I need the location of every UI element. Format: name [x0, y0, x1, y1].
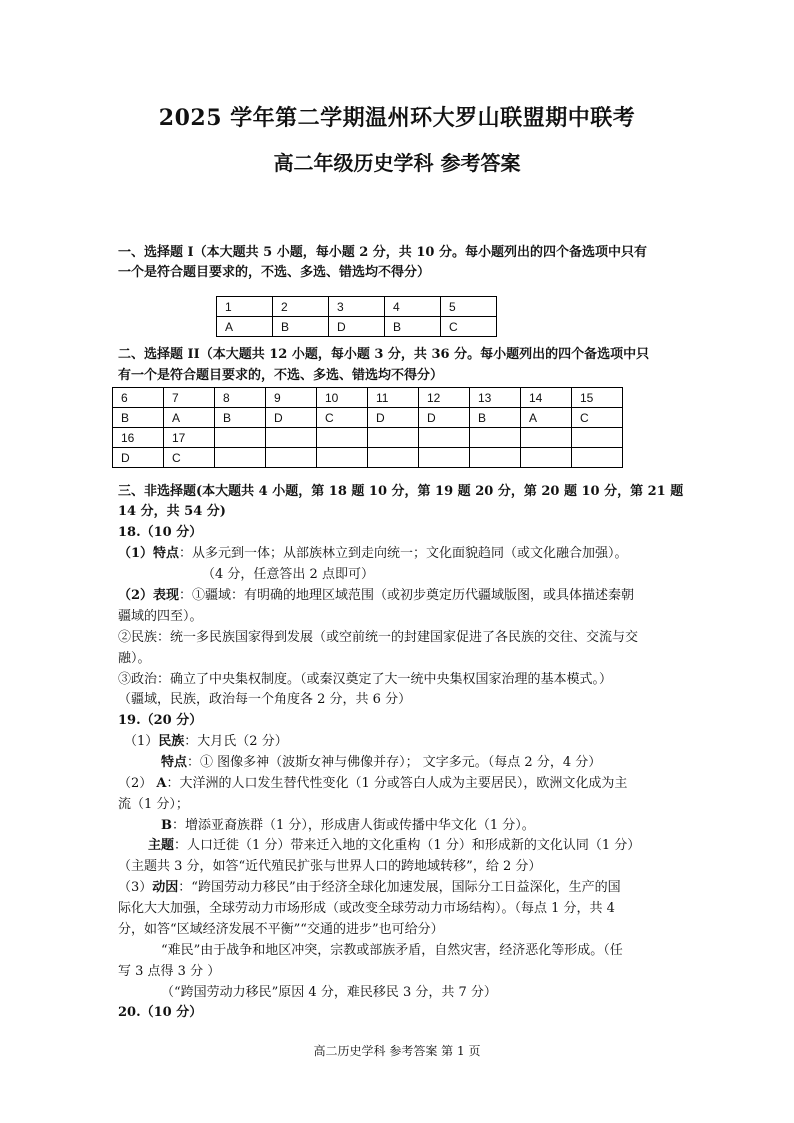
- page-subtitle: 高二年级历史学科 参考答案: [273, 151, 521, 175]
- table-cell: 14: [521, 388, 572, 408]
- q18-part1: [118, 544, 628, 564]
- table-cell: B: [273, 317, 329, 337]
- table-cell: D: [329, 317, 385, 337]
- q18-title: 18.（10 分）: [118, 525, 203, 540]
- q18-part2-label: （2）表现: [118, 588, 180, 603]
- section1-heading-line1: 一、选择题 I（本大题共 5 小题，每小题 2 分，共 10 分。每小题列出的四个备选项中只有: [118, 245, 647, 260]
- answer-table-1: [216, 296, 497, 337]
- table-cell: 10: [317, 388, 368, 408]
- q18-part2-line2: 疆域的四至）。: [118, 609, 203, 624]
- table-cell: B: [113, 408, 164, 428]
- q19-part1-text: ：大月氏（2 分）: [184, 734, 288, 749]
- q18-part2-line4: 融）。: [118, 651, 151, 666]
- table-cell: [470, 428, 521, 448]
- table-cell: [317, 428, 368, 448]
- q20-title: 20.（10 分）: [118, 1005, 203, 1020]
- q19-theme-text: ：人口迁徙（1 分）带来迁入地的文化重构（1 分）和形成新的文化认同（1 分）: [174, 838, 641, 853]
- page-title: 2025 学年第二学期温州环大罗山联盟期中联考: [158, 105, 636, 131]
- q18-part2-text: ：①疆域：有明确的地理区域范围（或初步奠定历代疆域版图，或具体描述秦朝: [179, 588, 635, 603]
- table-cell: [572, 448, 623, 468]
- table-cell: A: [217, 317, 273, 337]
- table-cell: [521, 448, 572, 468]
- table-cell: [215, 428, 266, 448]
- q19-part3-note: （“跨国劳动力移民”原因 4 分，难民移民 3 分，共 7 分）: [161, 985, 497, 1000]
- table-cell: [368, 448, 419, 468]
- table-cell: D: [368, 408, 419, 428]
- table-cell: 2: [273, 297, 329, 317]
- q19-part2a-label: A: [156, 776, 167, 791]
- table-cell: 6: [113, 388, 164, 408]
- section3-heading-line2: 14 分，共 54 分): [118, 504, 226, 519]
- table-cell: C: [164, 448, 215, 468]
- table-cell: [572, 428, 623, 448]
- table-cell: [419, 448, 470, 468]
- table-cell: [470, 448, 521, 468]
- table-cell: 5: [441, 297, 497, 317]
- table-cell: [215, 448, 266, 468]
- q19-feature: [161, 753, 601, 773]
- table-cell: [521, 428, 572, 448]
- table-cell: D: [419, 408, 470, 428]
- table-cell: 16: [113, 428, 164, 448]
- q19-part1: [124, 732, 288, 752]
- table-cell: 1: [217, 297, 273, 317]
- table-cell: 4: [385, 297, 441, 317]
- table-cell: [419, 428, 470, 448]
- q19-part1-label: 民族: [158, 734, 185, 749]
- q19-part2a: [118, 774, 627, 794]
- q19-feature-text: ：① 图像多神（波斯女神与佛像并存）； 文字多元。（每点 2 分，4 分）: [187, 755, 602, 770]
- table-cell: [368, 428, 419, 448]
- page-footer: 高二历史学科 参考答案 第 1 页: [313, 1044, 481, 1058]
- table-cell: 15: [572, 388, 623, 408]
- q19-part3-line4: “难民”由于战争和地区冲突，宗教或部族矛盾，自然灾害，经济恶化等形成。（任: [161, 943, 623, 958]
- table-row: [217, 317, 497, 337]
- table-cell: A: [164, 408, 215, 428]
- q18-part2-note: （疆域，民族，政治每一个角度各 2 分，共 6 分）: [118, 692, 412, 707]
- answer-table-2: [112, 387, 623, 468]
- table-cell: B: [215, 408, 266, 428]
- table-cell: 12: [419, 388, 470, 408]
- table-cell: [266, 428, 317, 448]
- table-cell: 9: [266, 388, 317, 408]
- section2-heading-line1: 二、选择题 II（本大题共 12 小题，每小题 3 分，共 36 分。每小题列出的四个备选项中只: [118, 347, 650, 362]
- q19-part2a-line2: 流（1 分）；: [118, 797, 189, 812]
- q19-part2b: [161, 816, 535, 836]
- q19-feature-label: 特点: [161, 755, 188, 770]
- q19-part3-text: ：“跨国劳动力移民”由于经济全球化加速发展，国际分工日益深化，生产的国: [178, 880, 621, 895]
- table-cell: B: [470, 408, 521, 428]
- table-row: [113, 408, 623, 428]
- table-cell: B: [385, 317, 441, 337]
- table-cell: 8: [215, 388, 266, 408]
- table-cell: C: [317, 408, 368, 428]
- q19-part1-prefix: （1）: [124, 734, 159, 749]
- q18-part1-note: （4 分，任意答出 2 点即可）: [202, 567, 374, 582]
- section3-heading-line1: 三、非选择题(本大题共 4 小题，第 18 题 10 分，第 19 题 20 分，第 20 题 10 分，第 21 题: [118, 484, 684, 499]
- q19-part2b-text: ：增添亚裔族群（1 分），形成唐人街或传播中华文化（1 分）。: [172, 818, 535, 833]
- q18-part1-label: （1）特点: [118, 546, 180, 561]
- q19-theme-label: 主题: [148, 838, 175, 853]
- q18-part1-text: ：从多元到一体；从部族林立到走向统一；文化面貌趋同（或文化融合加强）。: [179, 546, 628, 561]
- q19-theme-note: （主题共 3 分，如答“近代殖民扩张与世界人口的跨地域转移”，给 2 分）: [118, 859, 542, 874]
- table-cell: D: [113, 448, 164, 468]
- table-row: [113, 428, 623, 448]
- table-cell: [317, 448, 368, 468]
- q19-part2a-text: ：大洋洲的人口发生替代性变化（1 分或答白人成为主要居民），欧洲文化成为主: [166, 776, 628, 791]
- table-cell: 13: [470, 388, 521, 408]
- q18-part2-line5: ③政治：确立了中央集权制度。（或秦汉奠定了大一统中央集权国家治理的基本模式。）: [118, 672, 613, 687]
- q18-part2: [118, 586, 634, 606]
- section1-heading-line2: 一个是符合题目要求的，不选、多选、错选均不得分）: [118, 265, 431, 280]
- q19-part3-line2: 际化大大加强，全球劳动力市场形成（或改变全球劳动力市场结构）。（每点 1 分，共 4: [118, 901, 615, 916]
- q18-part2-line3: ②民族：统一多民族国家得到发展（或空前统一的封建国家促进了各民族的交往、交流与交: [118, 630, 639, 645]
- table-cell: 7: [164, 388, 215, 408]
- q19-part3-line3: 分，如答“区域经济发展不平衡”“交通的进步”也可给分）: [118, 922, 444, 937]
- table-cell: C: [441, 317, 497, 337]
- table-row: [217, 297, 497, 317]
- table-row: [113, 388, 623, 408]
- q19-part3-prefix: （3）: [118, 880, 153, 895]
- table-cell: [266, 448, 317, 468]
- q19-title: 19.（20 分）: [118, 713, 203, 728]
- q19-part2b-label: B: [161, 818, 172, 833]
- q19-part3: [118, 878, 621, 898]
- table-cell: A: [521, 408, 572, 428]
- table-cell: 11: [368, 388, 419, 408]
- table-cell: D: [266, 408, 317, 428]
- table-cell: 3: [329, 297, 385, 317]
- q19-theme: [148, 836, 640, 856]
- table-cell: 17: [164, 428, 215, 448]
- q19-part3-line5: 写 3 点得 3 分 ）: [118, 964, 221, 979]
- table-row: [113, 448, 623, 468]
- section2-heading-line2: 有一个是符合题目要求的，不选、多选、错选均不得分）: [118, 368, 444, 383]
- q19-part3-label: 动因: [152, 880, 179, 895]
- table-cell: C: [572, 408, 623, 428]
- q19-part2-prefix: （2）: [118, 776, 157, 791]
